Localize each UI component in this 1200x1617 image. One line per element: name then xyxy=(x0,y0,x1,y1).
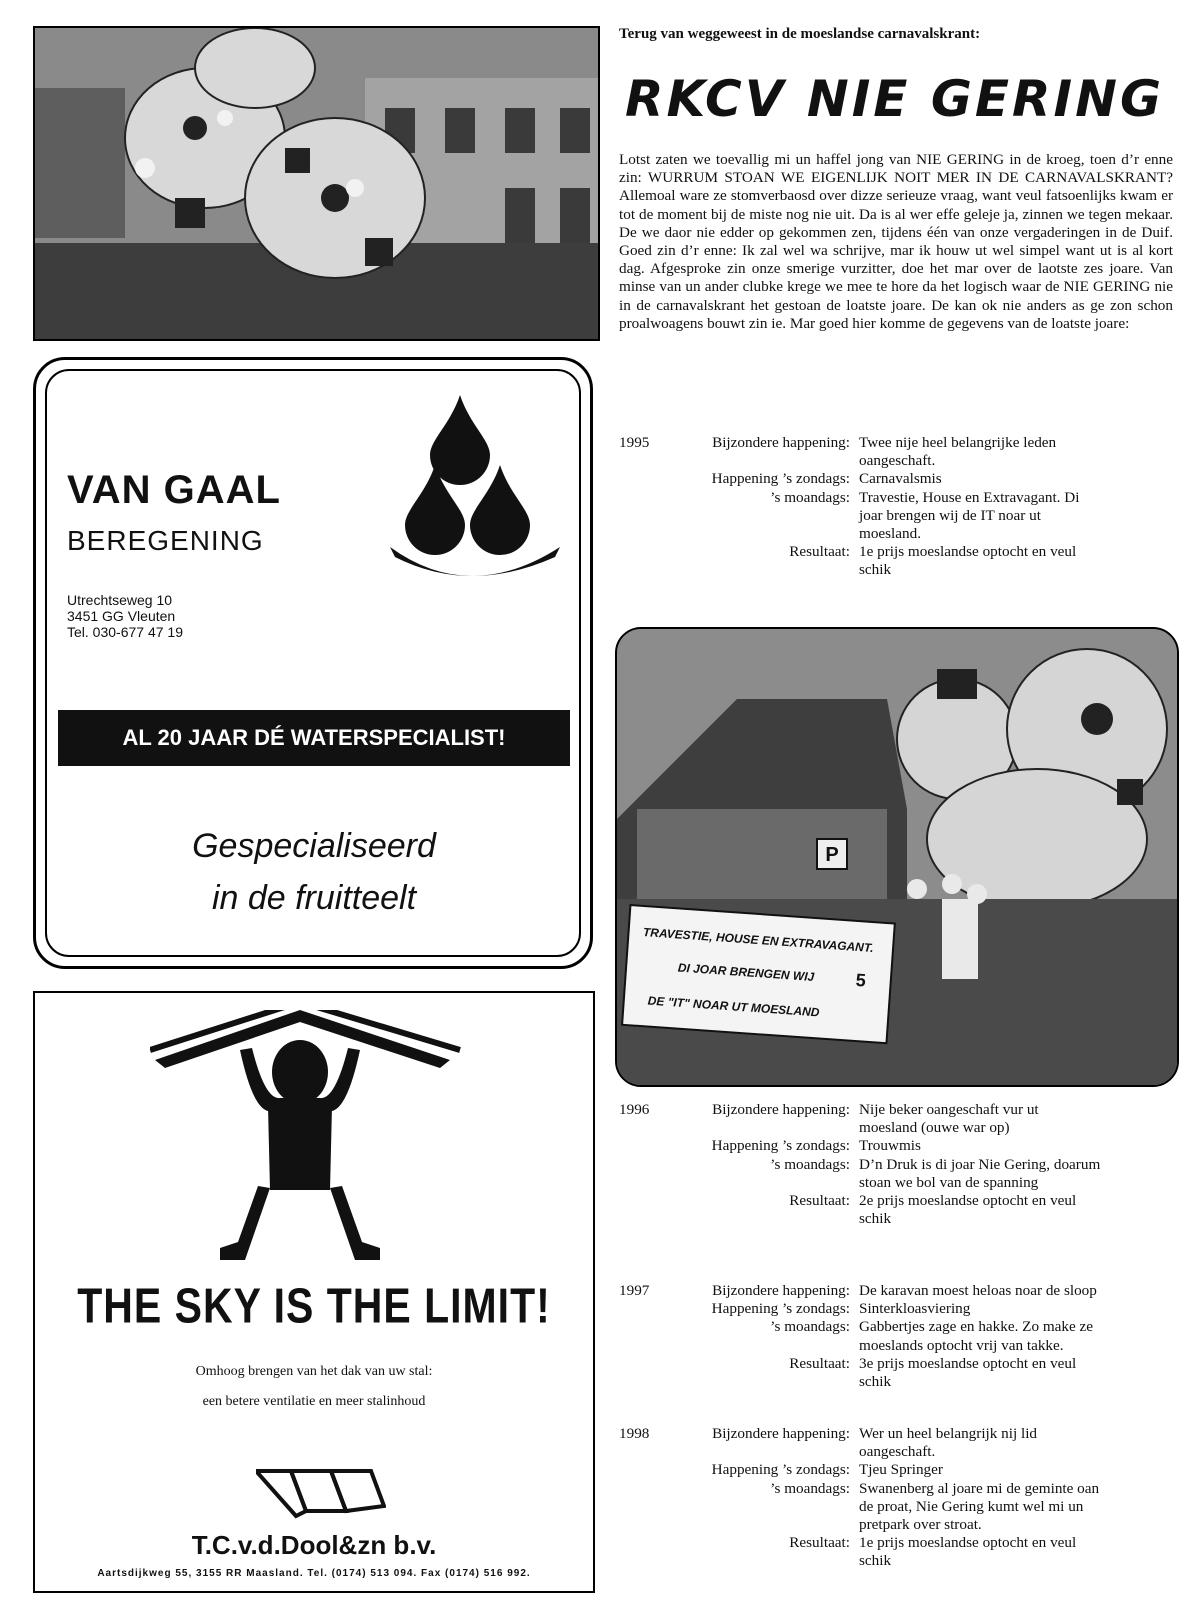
banner-line-2: DI JOAR BRENGEN WIJ xyxy=(677,960,815,985)
entry-value-line: pretpark over stroat. xyxy=(859,1516,982,1534)
entry-row-bijzondere xyxy=(619,434,1179,470)
specialty-line-1: Gespecialiseerd xyxy=(192,827,436,865)
entry-year: 1997 xyxy=(619,1282,650,1299)
entry-row-resultaat xyxy=(619,1192,1179,1228)
entry-value xyxy=(859,543,1174,579)
entry-value-line: 1e prijs moeslandse optocht en veul xyxy=(859,543,1077,561)
entry-row-zondags xyxy=(619,1300,1179,1318)
entry-label: Resultaat: xyxy=(789,1192,850,1210)
entry-value-line: 2e prijs moeslandse optocht en veul xyxy=(859,1192,1077,1210)
carnival-float-photo xyxy=(33,26,600,341)
van-gaal-specialty xyxy=(58,820,570,924)
entry-value xyxy=(859,1480,1174,1535)
entry-row-resultaat xyxy=(619,1534,1179,1570)
entry-value: Sinterkloasviering xyxy=(859,1300,971,1318)
entry-row-resultaat xyxy=(619,543,1179,579)
entry-value: Tjeu Springer xyxy=(859,1461,943,1479)
entry-value-line: Twee nije heel belangrijke leden xyxy=(859,434,1057,451)
article-kicker: Terug van weggeweest in de moeslandse carnavalskrant: xyxy=(619,26,981,42)
entry-row-zondags xyxy=(619,470,1179,488)
entry-label: ’s moandags: xyxy=(770,1479,850,1497)
entry-value-line: schik xyxy=(859,561,892,579)
entry-value: Trouwmis xyxy=(859,1137,921,1155)
waterspecialist-slogan: AL 20 JAAR DÉ WATERSPECIALIST! xyxy=(58,710,570,766)
entry-label: Resultaat: xyxy=(789,1354,850,1372)
entry-label: Happening ’s zondags: xyxy=(711,1461,850,1479)
entry-year: 1998 xyxy=(619,1425,650,1442)
specialty-line-2: in de fruitteelt xyxy=(211,879,417,917)
entry-value-line: moesland (ouwe war op) xyxy=(859,1119,1010,1137)
address-phone: Tel. 030-677 47 19 xyxy=(67,624,183,640)
entry-value: De karavan moest heloas noar de sloop xyxy=(859,1282,1097,1299)
entry-value-line: Wer un heel belangrijk nij lid xyxy=(859,1425,1038,1442)
entry-label: Happening ’s zondags: xyxy=(711,470,850,488)
dool-logo-icon xyxy=(256,1466,386,1526)
entry-row-resultaat xyxy=(619,1355,1179,1391)
entry-value xyxy=(859,1355,1174,1391)
entry-value-line: Travestie, House en Extravagant. Di xyxy=(859,488,1080,506)
travestie-float-photo xyxy=(615,627,1179,1087)
van-gaal-name: VAN GAAL xyxy=(67,468,281,512)
van-gaal-subtitle: BEREGENING xyxy=(67,525,264,556)
entry-row-moandags xyxy=(619,489,1179,544)
entry-value xyxy=(859,1156,1174,1192)
entry-label: ’s moandags: xyxy=(770,488,850,506)
entry-value-line: moesland. xyxy=(859,525,922,543)
dool-address: Aartsdijkweg 55, 3155 RR Maasland. Tel. (0174) 513 094. Fax (0174) 516 992. xyxy=(97,1568,531,1579)
dool-tagline-1: Omhoog brengen van het dak van uw stal: xyxy=(195,1364,433,1379)
address-city: 3451 GG Vleuten xyxy=(67,608,176,624)
water-drops-logo-icon xyxy=(390,395,570,600)
entry-1997 xyxy=(619,1282,1179,1391)
address-street: Utrechtseweg 10 xyxy=(67,592,173,608)
entry-label: Happening ’s zondags: xyxy=(711,1300,850,1318)
entry-label: Bijzondere happening: xyxy=(712,1282,850,1299)
entry-label: Bijzondere happening: xyxy=(712,434,850,451)
entry-value xyxy=(859,489,1174,544)
entry-row-bijzondere xyxy=(619,1425,1179,1461)
entry-value-line: 1e prijs moeslandse optocht en veul xyxy=(859,1534,1077,1552)
entry-1996 xyxy=(619,1101,1179,1228)
van-gaal-address xyxy=(67,592,183,640)
entry-label: Resultaat: xyxy=(789,1534,850,1552)
entry-value-line: Gabbertjes zage en hakke. Zo make ze xyxy=(859,1318,1094,1336)
article-body: Lotst zaten we toevallig mi un haffel jong van NIE GERING in de kroeg, toen d’r enne zin: WURRUM STOAN WE EIGENLIJK NOIT MER IN DE CARNAVALSKRANT? Allemoal ware ze stomverbaosd over dizze serieuze vraag, want veul fatsoenlijks kwam er tot de moment bij de miste nog nie uit. Da is al wer effe geleje ja, zinnen we tegen mekaar. De we daor nie edder op gekommen zen, tijdens één van onze vergaderingen in de Duif. Goed zin d’r enne: Ik zal wel wa schrijve, mar ik houw ut wel simpel want ut is al kort dag. Afgesproke zin onze smerige vurzitter, doe het mar over de laotste zes joare. Van minse van un ander clubke krege we mee te hore da het logisch waar de NIE GERING nie in de carnavalskrant het gestoan de loatste joare. De kan ok nie anders as ge zon schon proalwoagens bouwt zin ie. Mar goed hier komme de gegevens van de loatste joare: xyxy=(619,151,1173,332)
entry-value-line: de proat, Nie Gering kumt wel mi un xyxy=(859,1497,1084,1515)
entry-value-line: schik xyxy=(859,1210,892,1228)
entry-value xyxy=(859,1318,1174,1354)
entry-value-line: moeslands optocht vrij van takke. xyxy=(859,1336,1064,1354)
entry-label: ’s moandags: xyxy=(770,1155,850,1173)
entry-row-moandags xyxy=(619,1318,1179,1354)
entry-value: Carnavalsmis xyxy=(859,470,942,488)
entry-value-line: oangeschaft. xyxy=(859,452,936,470)
banner-number: 5 xyxy=(855,969,867,991)
entry-value-line: joar brengen wij de IT noar ut xyxy=(859,506,1041,524)
entry-value-line: Swanenberg al joare mi de geminte oan xyxy=(859,1479,1100,1497)
banner-line-1: TRAVESTIE, HOUSE EN EXTRAVAGANT. xyxy=(642,925,875,956)
entry-1995 xyxy=(619,434,1179,580)
dool-tagline-2: een betere ventilatie en meer stalinhoud xyxy=(202,1394,426,1409)
entry-value-line: oangeschaft. xyxy=(859,1443,936,1461)
entry-year: 1996 xyxy=(619,1101,650,1118)
entry-value xyxy=(859,1425,1174,1461)
man-lifting-roof-icon xyxy=(150,1010,480,1275)
article-headline: RKCV NIE GERING xyxy=(625,70,1165,128)
entry-value-line: D’n Druk is di joar Nie Gering, doarum xyxy=(859,1155,1101,1173)
entry-value-line: schik xyxy=(859,1552,892,1570)
entry-row-zondags xyxy=(619,1137,1179,1155)
entry-value xyxy=(859,1101,1174,1137)
entry-label: ’s moandags: xyxy=(770,1318,850,1336)
entry-label: Happening ’s zondags: xyxy=(711,1137,850,1155)
entry-label: Bijzondere happening: xyxy=(712,1101,850,1118)
entry-row-zondags xyxy=(619,1461,1179,1479)
dool-company-name: T.C.v.d.Dool&zn b.v. xyxy=(191,1530,437,1560)
entry-value-line: stoan we bol van de spanning xyxy=(859,1173,1039,1191)
entry-value xyxy=(859,1534,1174,1570)
entry-label: Bijzondere happening: xyxy=(712,1425,850,1442)
entry-value xyxy=(859,434,1174,470)
entry-year: 1995 xyxy=(619,434,650,451)
entry-row-bijzondere xyxy=(619,1101,1179,1137)
entry-value-line: Nije beker oangeschaft vur ut xyxy=(859,1101,1039,1118)
entry-value-line: schik xyxy=(859,1373,892,1391)
banner-line-3: DE "IT" NOAR UT MOESLAND xyxy=(647,993,820,1020)
entry-row-moandags xyxy=(619,1480,1179,1535)
entry-label: Resultaat: xyxy=(789,543,850,561)
parking-sign: P xyxy=(825,844,839,866)
entry-value-line: 3e prijs moeslandse optocht en veul xyxy=(859,1354,1077,1372)
entry-value xyxy=(859,1192,1174,1228)
sky-is-the-limit-headline: THE SKY IS THE LIMIT! xyxy=(77,1278,551,1334)
entry-row-moandags xyxy=(619,1156,1179,1192)
entry-1998 xyxy=(619,1425,1179,1571)
entry-row-bijzondere xyxy=(619,1282,1179,1300)
